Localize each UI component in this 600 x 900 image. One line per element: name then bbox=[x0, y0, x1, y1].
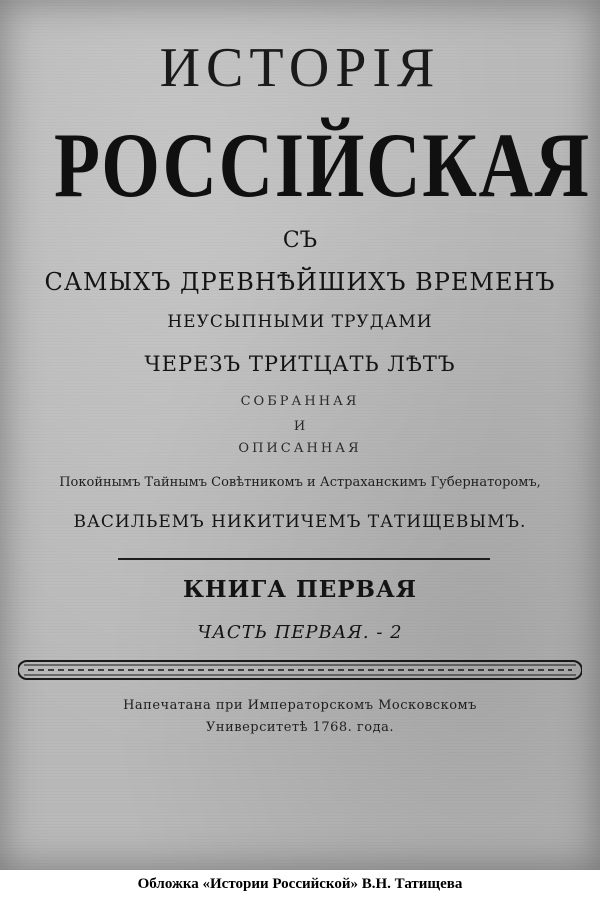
imprint-line-1: Напечатана при Императорскомъ Московскомъ bbox=[123, 698, 477, 713]
line-described: ОПИСАННАЯ bbox=[238, 441, 362, 456]
image-caption: Обложка «Истории Российской» В.Н. Татищева bbox=[137, 876, 463, 892]
author-title: Покойнымъ Тайнымъ Совѣтникомъ и Астраханскимъ Губернаторомъ, bbox=[59, 475, 541, 490]
part-heading: ЧАСТЬ ПЕРВАЯ. - 2 bbox=[197, 622, 403, 643]
ornamental-border bbox=[18, 660, 582, 680]
line-years: ЧЕРЕЗЪ ТРИТЦАТЬ ЛѢТЪ bbox=[144, 352, 456, 376]
imprint-line-2: Университетѣ 1768. года. bbox=[206, 720, 394, 735]
line-and: И bbox=[293, 419, 307, 434]
line-collected: СОБРАННАЯ bbox=[240, 394, 360, 409]
book-heading: КНИГА ПЕРВАЯ bbox=[182, 576, 417, 603]
divider-rule bbox=[118, 558, 490, 560]
title-line-1: ИСТОРІЯ bbox=[159, 37, 441, 99]
line-labors: НЕУСЫПНЫМИ ТРУДАМИ bbox=[167, 312, 433, 332]
title-line-2: РОССІЙСКАЯ bbox=[54, 114, 591, 216]
author-name: ВАСИЛЬЕМЪ НИКИТИЧЕМЪ ТАТИЩЕВЫМЪ. bbox=[73, 512, 527, 532]
line-s: СЪ bbox=[282, 228, 318, 253]
line-times: САМЫХЪ ДРЕВНѢЙШИХЪ ВРЕМЕНЪ bbox=[44, 268, 556, 296]
